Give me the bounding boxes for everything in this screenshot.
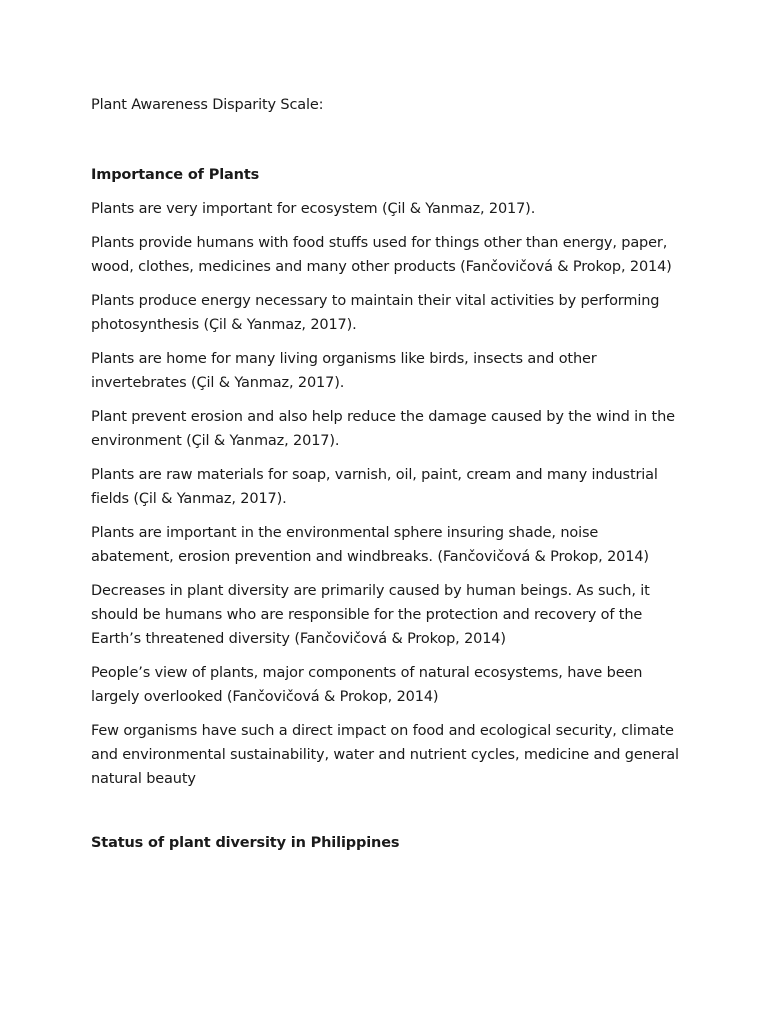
paragraph-line: invertebrates (Çil & Yanmaz, 2017). xyxy=(91,375,345,391)
paragraph-line: largely overlooked (Fančovičová & Prokop, 2014) xyxy=(91,689,439,705)
paragraph-line: photosynthesis (Çil & Yanmaz, 2017). xyxy=(91,317,357,333)
paragraph-line: Earth’s threatened diversity (Fančovičová & Prokop, 2014) xyxy=(91,631,506,647)
section-heading-importance: Importance of Plants xyxy=(91,167,260,183)
paragraph-line: Plants are raw materials for soap, varnish, oil, paint, cream and many industrial xyxy=(91,467,658,483)
section-heading-status: Status of plant diversity in Philippines xyxy=(91,835,400,851)
paragraph xyxy=(91,197,691,221)
paragraph-line: Plant prevent erosion and also help reduce the damage caused by the wind in the xyxy=(91,409,675,425)
paragraph xyxy=(91,719,691,791)
document-title: Plant Awareness Disparity Scale: xyxy=(91,97,324,113)
paragraph xyxy=(91,579,691,651)
paragraph-line: Plants are important in the environmental sphere insuring shade, noise xyxy=(91,525,599,541)
paragraph-line: should be humans who are responsible for the protection and recovery of the xyxy=(91,607,643,623)
paragraph-line: Plants are very important for ecosystem (Çil & Yanmaz, 2017). xyxy=(91,201,536,217)
paragraph-line: Few organisms have such a direct impact on food and ecological security, climate xyxy=(91,723,674,739)
paragraph xyxy=(91,463,691,511)
paragraph xyxy=(91,347,691,395)
paragraph-line: fields (Çil & Yanmaz, 2017). xyxy=(91,491,287,507)
paragraph xyxy=(91,289,691,337)
paragraph-line: Decreases in plant diversity are primarily caused by human beings. As such, it xyxy=(91,583,650,599)
paragraph-line: environment (Çil & Yanmaz, 2017). xyxy=(91,433,340,449)
paragraph-line: wood, clothes, medicines and many other products (Fančovičová & Prokop, 2014) xyxy=(91,259,672,275)
document-page xyxy=(91,93,691,865)
paragraph-line: and environmental sustainability, water and nutrient cycles, medicine and general xyxy=(91,747,679,763)
paragraph xyxy=(91,405,691,453)
paragraph-line: Plants produce energy necessary to maintain their vital activities by performing xyxy=(91,293,660,309)
paragraph-line: natural beauty xyxy=(91,771,196,787)
paragraph-line: abatement, erosion prevention and windbreaks. (Fančovičová & Prokop, 2014) xyxy=(91,549,649,565)
paragraph-line: Plants provide humans with food stuffs used for things other than energy, paper, xyxy=(91,235,668,251)
paragraph-list xyxy=(91,197,691,791)
paragraph-line: People’s view of plants, major components of natural ecosystems, have been xyxy=(91,665,643,681)
paragraph xyxy=(91,521,691,569)
paragraph-line: Plants are home for many living organisms like birds, insects and other xyxy=(91,351,597,367)
paragraph xyxy=(91,231,691,279)
paragraph xyxy=(91,661,691,709)
